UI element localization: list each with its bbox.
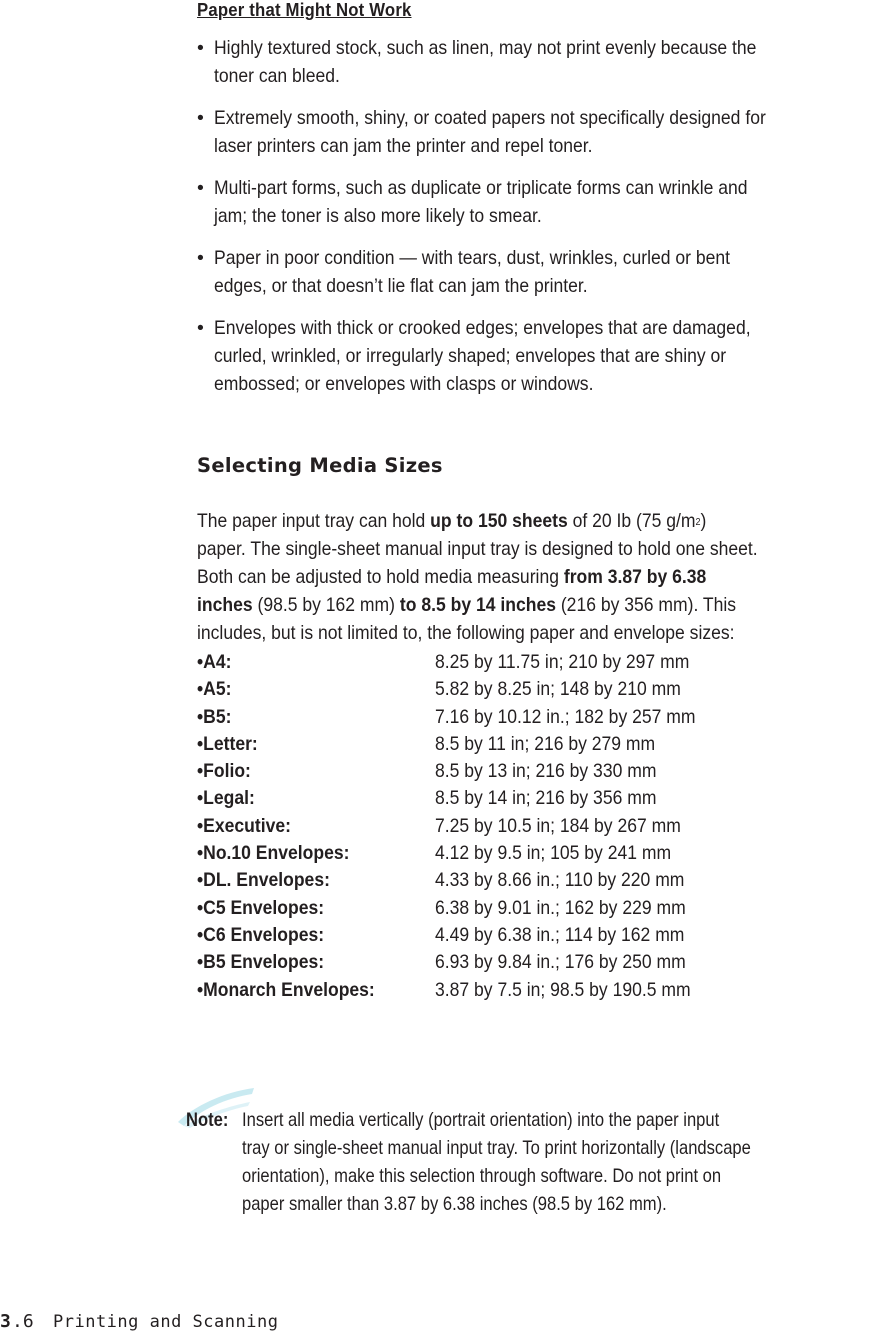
section-title-media-sizes: Selecting Media Sizes (197, 454, 443, 477)
size-value: 4.49 by 6.38 in.; 114 by 162 mm (435, 923, 685, 946)
page-number-chapter: 3 (0, 1311, 11, 1332)
table-row (197, 951, 881, 978)
list-item-text: Extremely smooth, shiny, or coated papers not specifically designed for laser printers can jam the printer and repel toner. (214, 107, 766, 157)
bullet-marker: • (197, 107, 204, 129)
table-row (197, 979, 881, 1006)
page-number-page: .6 (12, 1311, 34, 1332)
size-name: •Folio: (197, 760, 251, 783)
para-line-5: includes, but is not limited to, the following paper and envelope sizes: (197, 622, 735, 644)
size-value: 6.93 by 9.84 in.; 176 by 250 mm (435, 951, 686, 974)
size-value: 3.87 by 7.5 in; 98.5 by 190.5 mm (435, 978, 691, 1001)
page-footer (0, 1309, 400, 1333)
size-value: 4.12 by 9.5 in; 105 by 241 mm (435, 842, 672, 865)
bullet-marker: • (197, 177, 204, 199)
table-row (197, 651, 881, 678)
table-row (197, 842, 881, 869)
note-text: Insert all media vertically (portrait orientation) into the paper input tray or single-sheet manual input tray. To print horizontally (landscape orientation), make this selection through software. Do not print on paper smaller than 3.87 by 6.38 inches (98.5 by 162 mm). (242, 1109, 751, 1215)
size-value: 4.33 by 8.66 in.; 110 by 220 mm (435, 869, 685, 892)
chapter-title: Printing and Scanning (53, 1312, 279, 1332)
table-row (197, 897, 881, 924)
list-item-text: Paper in poor condition — with tears, dust, wrinkles, curled or bent edges, or that doesn’t lie flat can jam the printer. (214, 247, 731, 297)
note-label: Note: (186, 1109, 229, 1131)
bullet-marker: • (197, 247, 204, 269)
table-row (197, 924, 881, 951)
table-row (197, 733, 881, 760)
bullet-list (197, 34, 881, 412)
list-item (197, 104, 881, 160)
list-item (197, 174, 881, 230)
table-row (197, 706, 881, 733)
media-sizes-paragraph (197, 507, 881, 647)
list-item (197, 314, 881, 398)
size-value: 8.5 by 14 in; 216 by 356 mm (435, 787, 657, 810)
media-sizes-list (197, 651, 881, 1006)
list-item (197, 244, 881, 300)
size-name: •Executive: (197, 814, 291, 837)
size-name: •No.10 Envelopes: (197, 842, 350, 865)
size-name: •Letter: (197, 732, 258, 755)
size-value: 7.16 by 10.12 in.; 182 by 257 mm (435, 705, 696, 728)
table-row (197, 787, 881, 814)
para-line-1: The paper input tray can hold up to 150 sheets of 20 Ib (75 $g/m^2$) (197, 510, 707, 532)
table-row (197, 760, 881, 787)
list-item-text: Envelopes with thick or crooked edges; envelopes that are damaged, curled, wrinkled, or irregularly shaped; envelopes that are shiny or embossed; or envelopes with clasps or windows. (214, 317, 751, 395)
size-name: •A5: (197, 678, 232, 701)
size-name: •C5 Envelopes: (197, 896, 325, 919)
section-title-paper-not-work: Paper that Might Not Work (197, 0, 412, 20)
bullet-marker: • (197, 317, 204, 339)
size-value: 6.38 by 9.01 in.; 162 by 229 mm (435, 896, 686, 919)
size-value: 7.25 by 10.5 in; 184 by 267 mm (435, 814, 681, 837)
bullet-marker: • (197, 37, 204, 59)
list-item-text: Highly textured stock, such as linen, may not print evenly because the toner can bleed. (214, 37, 757, 87)
size-name: •DL. Envelopes: (197, 869, 330, 892)
size-name: •A4: (197, 651, 232, 673)
size-name: •B5: (197, 705, 232, 728)
para-line-3: Both can be adjusted to hold media measuring from 3.87 by 6.38 (197, 566, 707, 588)
table-row (197, 815, 881, 842)
para-line-2: paper. The single-sheet manual input tray is designed to hold one sheet. (197, 538, 758, 560)
table-row (197, 869, 881, 896)
table-row (197, 678, 881, 705)
para-line-4: inches (98.5 by 162 mm) to 8.5 by 14 inches (216 by 356 mm). This (197, 594, 737, 616)
size-name: •Monarch Envelopes: (197, 978, 375, 1001)
list-item (197, 34, 881, 90)
size-value: 8.5 by 11 in; 216 by 279 mm (435, 732, 656, 755)
size-name: •C6 Envelopes: (197, 923, 325, 946)
size-value: 8.25 by 11.75 in; 210 by 297 mm (435, 651, 690, 673)
size-value: 8.5 by 13 in; 216 by 330 mm (435, 760, 657, 783)
size-name: •Legal: (197, 787, 255, 810)
size-name: •B5 Envelopes: (197, 951, 325, 974)
list-item-text: Multi-part forms, such as duplicate or triplicate forms can wrinkle and jam; the toner is also more likely to smear. (214, 177, 748, 227)
size-value: 5.82 by 8.25 in; 148 by 210 mm (435, 678, 681, 701)
